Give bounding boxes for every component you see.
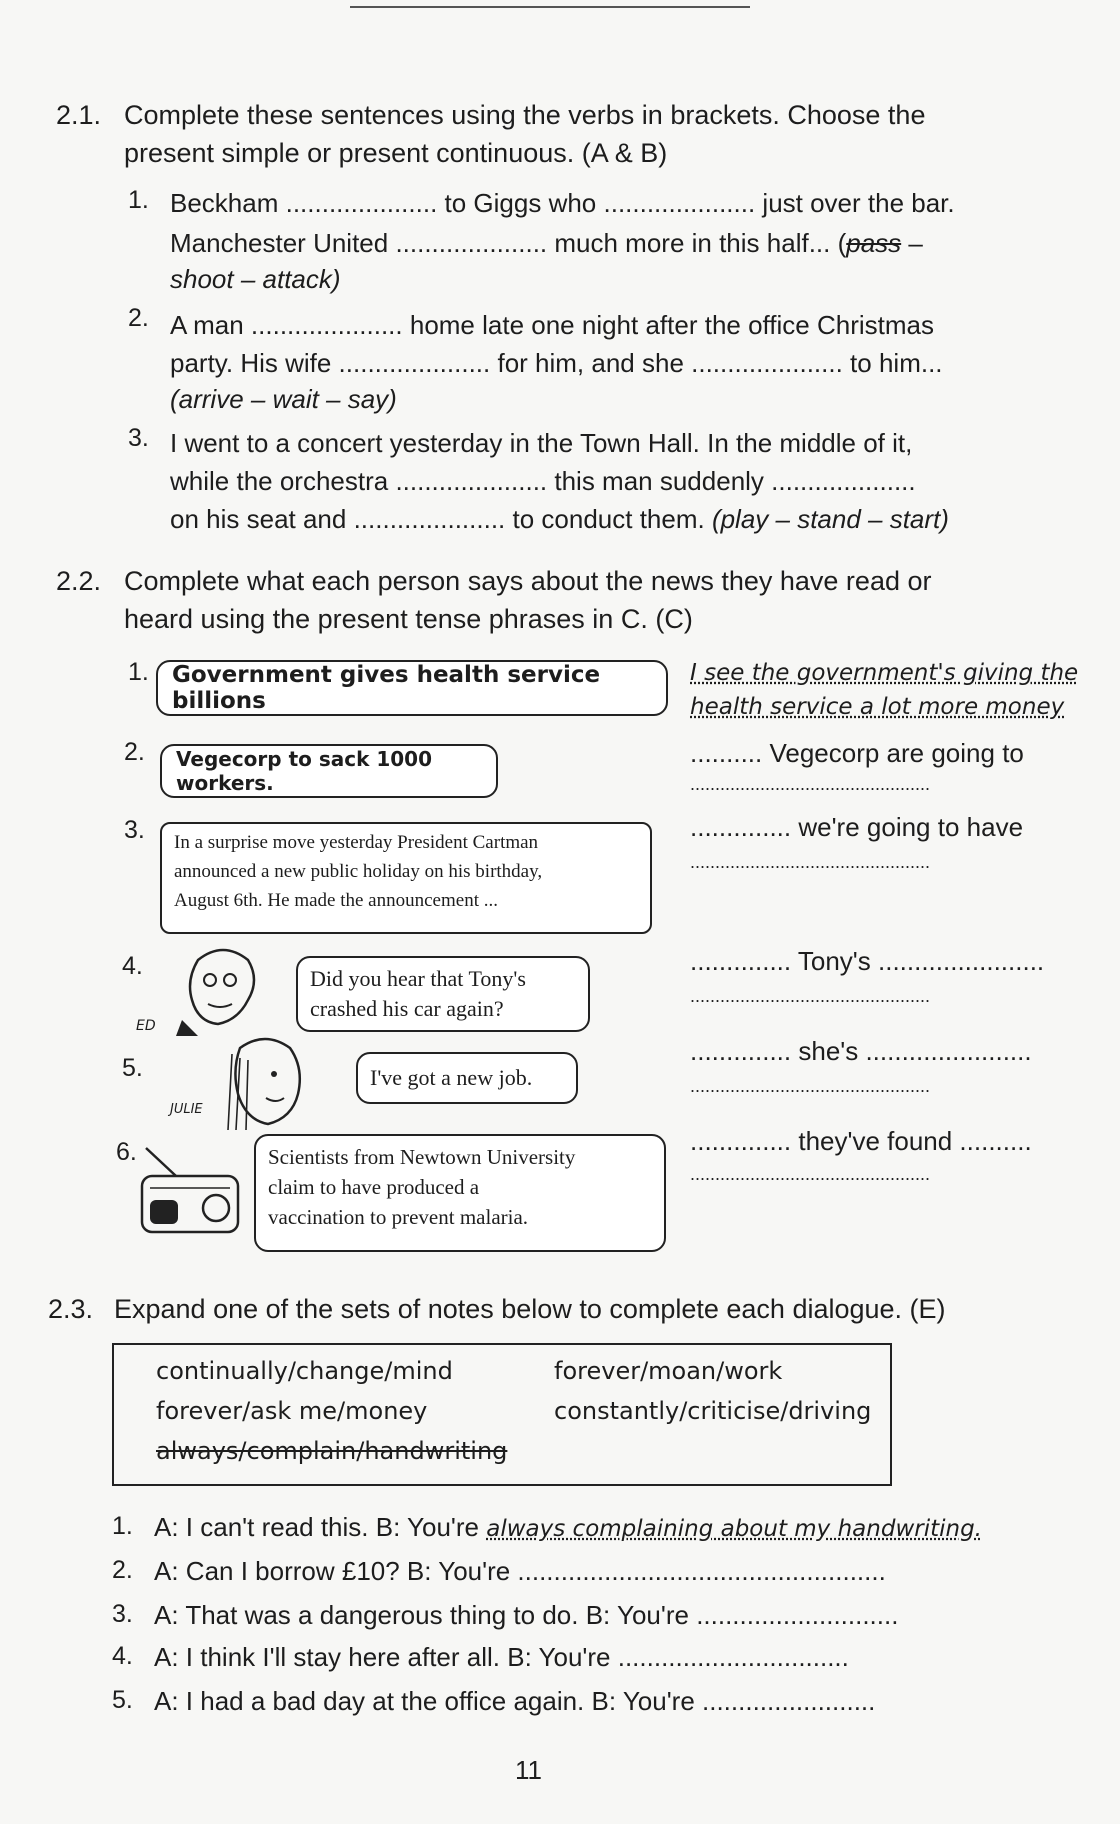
exercise-line: while the orchestra ..................... this man suddenly .................... (170, 466, 916, 496)
verb-hint: (play – stand – start) (711, 504, 949, 534)
speech-bubble (296, 956, 590, 1032)
newspaper-headline: Government gives health service billions (156, 660, 668, 716)
item-number: 5. (112, 1686, 133, 1714)
section-title: heard using the present tense phrases in C. (C) (124, 604, 693, 634)
woman-illustration (220, 1034, 310, 1134)
answer-line: ................................................ (690, 1164, 931, 1184)
exercise-line: Manchester United ..................... much more in this half... (pass – (170, 228, 923, 258)
speech-bubble: I've got a new job. (356, 1052, 578, 1104)
item-number: 3. (112, 1600, 133, 1628)
item-number: 3. (128, 424, 149, 452)
verb-hint: (arrive – wait – say) (170, 384, 397, 414)
speech-line: Did you hear that Tony's (310, 966, 526, 991)
top-rule (350, 6, 750, 8)
dialogue-line: A: That was a dangerous thing to do. B: You're ............................ (154, 1600, 899, 1630)
verb-hint: shoot – attack) (170, 264, 341, 294)
example-answer: always complaining about my handwriting. (486, 1516, 982, 1542)
exercise-line: Beckham ..................... to Giggs who ..................... just over the bar. (170, 188, 955, 218)
section-number: 2.2. (56, 566, 102, 596)
answer-line: ................................................ (690, 852, 931, 872)
exercise-line: A man ..................... home late one night after the office Christmas (170, 310, 934, 340)
section-title: Expand one of the sets of notes below to complete each dialogue. (E) (114, 1294, 946, 1324)
example-answer: I see the government's giving the (690, 660, 1079, 686)
answer-line: .......... Vegecorp are going to (690, 738, 1024, 768)
radio-icon (136, 1142, 246, 1238)
note: continually/change/mind (156, 1357, 453, 1385)
note: forever/ask me/money (156, 1397, 428, 1425)
dialogue-line: A: I can't read this. B: You're always complaining about my handwriting. (154, 1512, 982, 1542)
item-number: 1. (128, 658, 149, 686)
article-line: announced a new public holiday on his birthday, (174, 861, 543, 882)
item-number: 1. (112, 1512, 133, 1540)
speaker-label: ED (136, 1018, 156, 1034)
speech-line: vaccination to prevent malaria. (268, 1205, 529, 1229)
answer-line: ................................................ (690, 986, 931, 1006)
answer-line: ................................................ (690, 774, 931, 794)
dialogue-line: A: I think I'll stay here after all. B: You're ................................ (154, 1642, 849, 1672)
dialogue-line: A: Can I borrow £10? B: You're ................................................... (154, 1556, 886, 1586)
item-number: 4. (122, 952, 143, 980)
note: constantly/criticise/driving (554, 1397, 872, 1425)
article-line: August 6th. He made the announcement ... (174, 890, 498, 911)
struck-verb: pass (846, 228, 902, 258)
answer-line: .............. they've found .......... (690, 1126, 1032, 1156)
section-number: 2.3. (48, 1294, 94, 1324)
answer-line: ................................................ (690, 1076, 931, 1096)
exercise-line: on his seat and ..................... to conduct them. (play – stand – start) (170, 504, 949, 534)
item-number: 6. (116, 1138, 137, 1166)
section-number: 2.1. (56, 100, 102, 130)
item-number: 1. (128, 186, 149, 214)
speaker-label: JULIE (170, 1102, 203, 1117)
item-number: 2. (112, 1556, 133, 1584)
article-line: In a surprise move yesterday President Cartman (174, 832, 539, 853)
example-answer: health service a lot more money (690, 694, 1065, 720)
item-number: 3. (124, 816, 145, 844)
speech-line: Scientists from Newtown University (268, 1145, 576, 1169)
note: forever/moan/work (554, 1357, 783, 1385)
item-number: 4. (112, 1642, 133, 1670)
item-number: 5. (122, 1054, 143, 1082)
page-number: 11 (515, 1755, 542, 1785)
speech-bubble (254, 1134, 666, 1252)
section-title: Complete these sentences using the verbs in brackets. Choose the (124, 100, 926, 130)
item-number: 2. (128, 304, 149, 332)
answer-line: .............. she's ....................... (690, 1036, 1032, 1066)
section-title: present simple or present continuous. (A & B) (124, 138, 668, 168)
answer-line: .............. Tony's ....................... (690, 946, 1045, 976)
exercise-line: I went to a concert yesterday in the Town Hall. In the middle of it, (170, 428, 913, 458)
notes-box (112, 1343, 892, 1486)
answer-line: .............. we're going to have (690, 812, 1024, 842)
note-used: always/complain/handwriting (156, 1437, 508, 1465)
section-title: Complete what each person says about the news they have read or (124, 566, 932, 596)
speech-line: claim to have produced a (268, 1175, 480, 1199)
man-illustration (168, 940, 268, 1040)
item-number: 2. (124, 738, 145, 766)
dialogue-line: A: I had a bad day at the office again. B: You're ........................ (154, 1686, 876, 1716)
newspaper-headline: Vegecorp to sack 1000 workers. (160, 744, 498, 798)
news-article (160, 822, 652, 934)
exercise-line: party. His wife ..................... for him, and she ..................... to him... (170, 348, 943, 378)
speech-line: crashed his car again? (310, 996, 504, 1021)
